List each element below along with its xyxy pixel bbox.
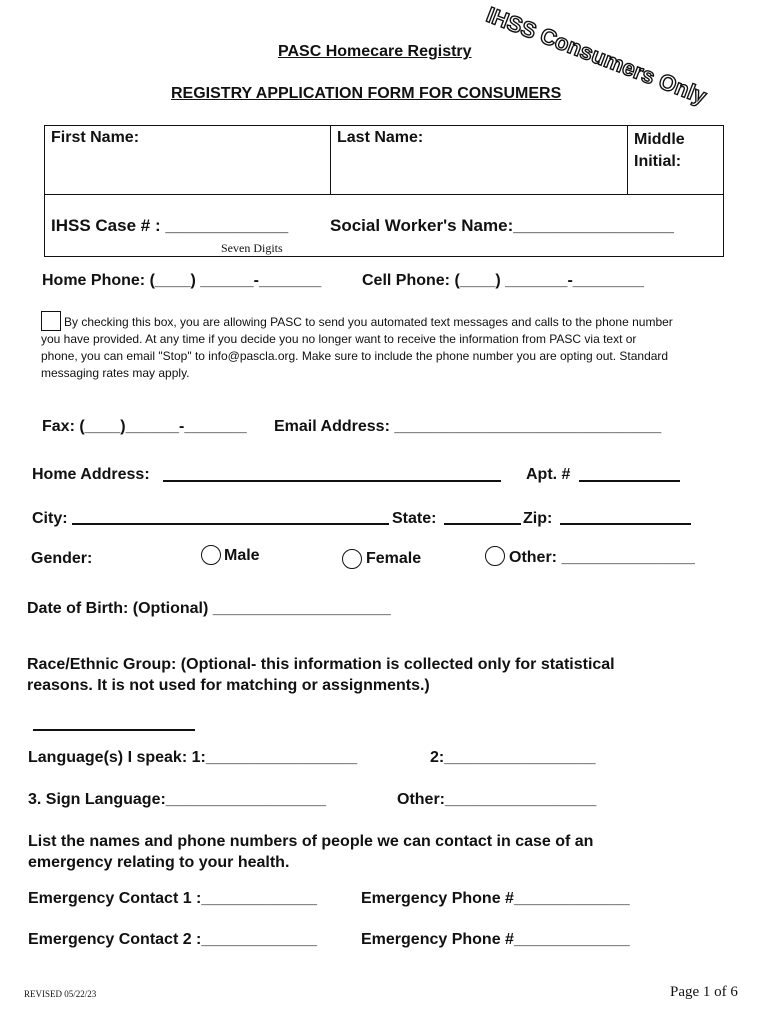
home-address-line[interactable]: [163, 480, 501, 482]
zip-label: Zip:: [523, 510, 553, 527]
sign-language-field[interactable]: 3. Sign Language:__________________: [28, 791, 326, 808]
org-title: PASC Homecare Registry: [278, 43, 472, 60]
middle-label: Middle: [634, 131, 685, 148]
page-number: Page 1 of 6: [670, 984, 738, 1000]
applicant-name-table: [44, 125, 724, 257]
text-consent-checkbox[interactable]: [41, 311, 61, 331]
city-line[interactable]: [72, 523, 389, 525]
apt-line[interactable]: [579, 480, 680, 482]
zip-line[interactable]: [560, 523, 691, 525]
home-phone-field[interactable]: Home Phone: (____) ______-_______: [42, 272, 322, 289]
first-name-label: First Name:: [51, 129, 140, 146]
revised-date: REVISED 05/22/23: [24, 989, 97, 999]
last-name-field[interactable]: [331, 126, 628, 195]
consent-text-line-1: By checking this box, you are allowing PASC to send you automated text messages and calls to the phone number: [64, 315, 673, 329]
case-and-social-worker-row: [45, 195, 724, 257]
emergency-intro-line-1: List the names and phone numbers of people we can contact in case of an: [28, 833, 594, 850]
emergency-phone-1-field[interactable]: Emergency Phone #_____________: [361, 890, 630, 907]
other-language-field[interactable]: Other:_________________: [397, 791, 597, 808]
city-label: City:: [32, 510, 68, 527]
apt-label: Apt. #: [526, 466, 571, 483]
race-label-line-1: Race/Ethnic Group: (Optional- this information is collected only for statistical: [27, 656, 615, 673]
language-2-field[interactable]: 2:_________________: [430, 749, 596, 766]
social-worker-field[interactable]: Social Worker's Name:_________________: [330, 216, 674, 235]
gender-other-field[interactable]: Other: _______________: [509, 549, 695, 566]
state-line[interactable]: [444, 523, 521, 525]
home-address-label: Home Address:: [32, 466, 150, 483]
form-title: REGISTRY APPLICATION FORM FOR CONSUMERS: [171, 85, 562, 102]
fax-field[interactable]: Fax: (____)______-_______: [42, 418, 247, 435]
date-of-birth-field[interactable]: Date of Birth: (Optional) ____________________: [27, 600, 391, 617]
emergency-contact-2-field[interactable]: Emergency Contact 2 :_____________: [28, 931, 318, 948]
email-field[interactable]: Email Address: ______________________________: [274, 418, 662, 435]
initial-label: Initial:: [634, 153, 682, 170]
state-label: State:: [392, 510, 437, 527]
cell-phone-field[interactable]: Cell Phone: (____) _______-________: [362, 272, 644, 289]
gender-other-radio[interactable]: [485, 546, 505, 566]
gender-male-radio[interactable]: [201, 545, 221, 565]
middle-initial-field[interactable]: [628, 126, 724, 195]
emergency-phone-2-field[interactable]: Emergency Phone #_____________: [361, 931, 630, 948]
seven-digits-hint: Seven Digits: [221, 241, 283, 255]
gender-female-label: Female: [366, 550, 422, 567]
consent-text-line-3: phone, you can email "Stop" to info@pascla.org. Make sure to include the phone number you are opting out. Standard: [41, 349, 669, 363]
emergency-contact-1-field[interactable]: Emergency Contact 1 :_____________: [28, 890, 318, 907]
consent-text-line-2: you have provided. At any time if you decide you no longer want to receive the information from PASC via text or: [41, 332, 637, 346]
ihss-case-field[interactable]: IHSS Case # : _____________: [51, 216, 289, 235]
emergency-intro-line-2: emergency relating to your health.: [28, 854, 290, 871]
last-name-label: Last Name:: [337, 129, 424, 146]
race-line[interactable]: [33, 729, 195, 731]
gender-male-label: Male: [224, 547, 260, 564]
consent-text-line-4: messaging rates may apply.: [41, 366, 190, 380]
first-name-field[interactable]: [45, 126, 331, 195]
language-1-field[interactable]: Language(s) I speak: 1:_________________: [28, 749, 358, 766]
gender-label: Gender:: [31, 550, 93, 567]
ihss-consumers-only-stamp: IHSS Consumers Only: [483, 2, 711, 110]
gender-female-radio[interactable]: [342, 549, 362, 569]
race-label-line-2: reasons. It is not used for matching or assignments.): [27, 677, 430, 694]
